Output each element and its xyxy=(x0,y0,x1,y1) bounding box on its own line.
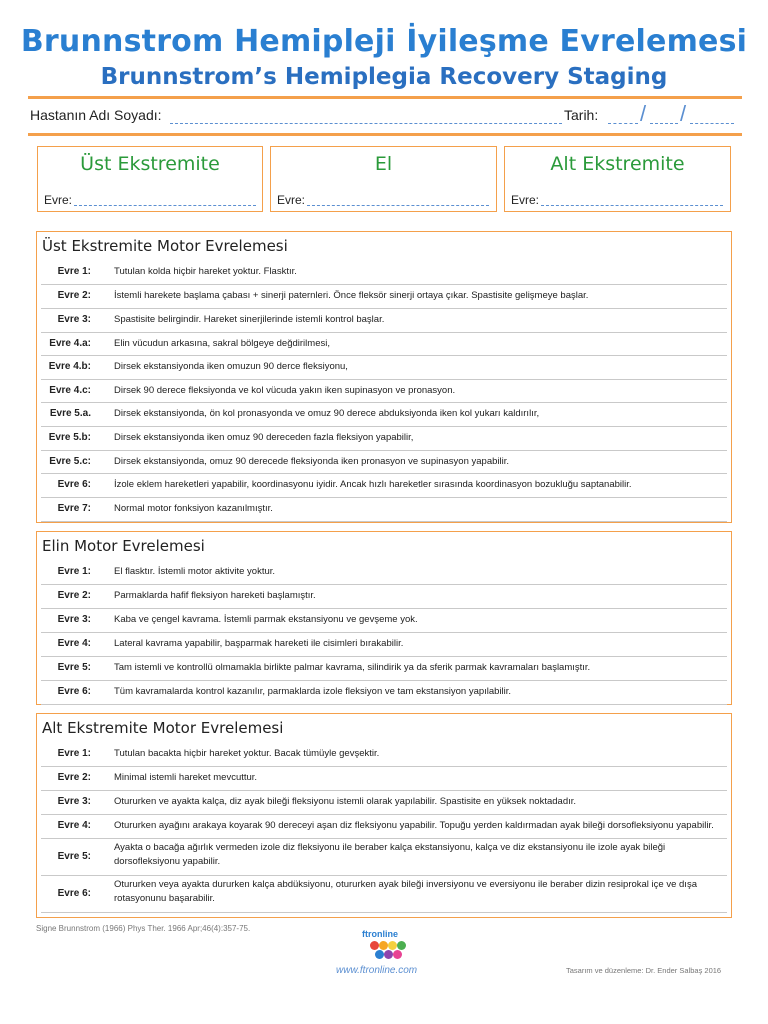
stage-description: Otururken veya ayakta dururken kalça abdüksiyonu, otururken ayak bileği inversiyonu ve eversiyonu ile beraber dizin resiprokal içe ve dışa rotasyonunu başarabilir. xyxy=(114,879,697,904)
stage-label: Evre 4.c: xyxy=(49,384,91,396)
stage-row xyxy=(41,608,727,633)
section-heading: Üst Ekstremite Motor Evrelemesi xyxy=(42,237,288,255)
patient-name-field[interactable] xyxy=(170,123,562,124)
stage-row xyxy=(41,402,727,427)
stage-row xyxy=(41,473,727,498)
stage-row xyxy=(41,332,727,356)
logo-petal xyxy=(388,941,397,950)
stage-row xyxy=(41,656,727,681)
logo-petal xyxy=(370,941,379,950)
stage-description: Dirsek ekstansiyonda, ön kol pronasyonda ve omuz 90 derece abduksiyonda iken kol yukarı kaldırılır, xyxy=(114,408,540,419)
stage-description: Tüm kavramalarda kontrol kazanılır, parmaklarda izole fleksiyon ve tam ekstansiyon yapılabilir. xyxy=(114,686,512,697)
logo-text: ftronline xyxy=(362,929,398,939)
stage-description: Tutulan bacakta hiçbir hareket yoktur. Bacak tümüyle gevşektir. xyxy=(114,748,380,759)
stage-description: Tam istemli ve kontrollü olmamakla birlikte palmar kavrama, silindirik ya da sferik parmak kavramaları başlamıştır. xyxy=(114,662,591,673)
stage-label: Evre 3: xyxy=(57,796,91,807)
stage-label: Evre 1: xyxy=(57,748,91,759)
stage-description: Elin vücudun arkasına, sakral bölgeye değdirilmesi, xyxy=(114,337,330,349)
stage-label: Evre 7: xyxy=(57,503,91,514)
citation: Signe Brunnstrom (1966) Phys Ther. 1966 Apr;46(4):357-75. xyxy=(36,924,251,933)
stage-description: Spastisite belirgindir. Hareket sinerjilerinde istemli kontrol başlar. xyxy=(114,314,385,325)
stage-description: Otururken ayağını arakaya koyarak 90 dereceyi aşan diz fleksiyonu yapabilir. Topuğu yerden kaldırmadan ayak bileği dorsofleksiyonu yapabilir. xyxy=(114,820,714,831)
title-turkish: Brunnstrom Hemipleji İyileşme Evrelemesi xyxy=(20,24,748,59)
stage-description: Otururken ve ayakta kalça, diz ayak bileği fleksiyonu istemli olarak yapılabilir. Spastisite en yüksek noktadadır. xyxy=(114,796,577,807)
stage-description: Dirsek ekstansiyonda iken omuzun 90 derce fleksiyonu, xyxy=(114,361,348,372)
date-day-field[interactable] xyxy=(608,123,638,124)
stage-row xyxy=(41,450,727,474)
stage-description: Dirsek ekstansiyonda, omuz 90 derecede fleksiyonda iken pronasyon ve supinasyon yapabilir. xyxy=(114,455,510,467)
patient-divider xyxy=(28,133,742,136)
stage-row xyxy=(41,497,727,522)
stage-description: Parmaklarda hafif fleksiyon hareketi başlamıştır. xyxy=(114,590,316,601)
stage-row xyxy=(41,355,727,380)
stage-row xyxy=(41,584,727,609)
stage-row xyxy=(41,308,727,333)
stage-label: Evre 5.c: xyxy=(49,455,91,467)
stage-row xyxy=(41,790,727,815)
stage-row xyxy=(41,742,727,767)
stage-label: Evre 4.a: xyxy=(49,337,91,349)
upper-extremity-heading: Üst Ekstremite xyxy=(80,153,220,175)
lower-extremity-heading: Alt Ekstremite xyxy=(550,153,685,175)
lower-extremity-section xyxy=(36,713,732,918)
stage-label: Evre 5.b: xyxy=(48,432,91,443)
patient-name-label: Hastanın Adı Soyadı: xyxy=(30,107,162,123)
patient-info-row xyxy=(30,103,740,129)
lower-extremity-box xyxy=(504,146,731,212)
stage-label: Evre 2: xyxy=(57,590,91,601)
stage-label: Evre 5.a. xyxy=(49,408,91,419)
date-separator-1: / xyxy=(640,101,647,126)
stage-description: Normal motor fonksiyon kazanılmıştır. xyxy=(114,503,273,514)
stage-label: Evre 4: xyxy=(57,820,91,831)
logo-petal xyxy=(375,950,384,959)
hand-box xyxy=(270,146,497,212)
upper-extremity-section xyxy=(36,231,732,523)
section-heading: Alt Ekstremite Motor Evrelemesi xyxy=(42,719,284,737)
logo-petal xyxy=(379,941,388,950)
date-month-field[interactable] xyxy=(650,123,678,124)
stage-row xyxy=(41,260,727,285)
stage-row xyxy=(41,875,727,913)
stage-description: Ayakta o bacağa ağırlık vermeden izole diz fleksiyonu ile beraber kalça ekstansiyonu, kalça ve diz ekstansiyonu ile izole ayak bileği dorsofleksiyonu yapabilir. xyxy=(114,842,666,867)
stage-row xyxy=(41,379,727,403)
stage-label: Evre 4.b: xyxy=(48,361,91,372)
lower-extremity-evre-label: Evre: xyxy=(511,193,540,207)
upper-extremity-box xyxy=(37,146,263,212)
stage-row xyxy=(41,426,727,451)
stage-label: Evre 3: xyxy=(57,614,91,625)
stage-label: Evre 6: xyxy=(57,686,91,697)
website-link[interactable]: www.ftronline.com xyxy=(336,965,418,976)
stage-label: Evre 6: xyxy=(57,479,91,490)
stage-description: El flasktır. İstemli motor aktivite yoktur. xyxy=(114,566,276,577)
stage-row xyxy=(41,680,727,705)
stage-label: Evre 2: xyxy=(57,290,91,301)
date-year-field[interactable] xyxy=(690,123,734,124)
stage-row xyxy=(41,284,727,309)
stage-row xyxy=(41,632,727,657)
hand-heading: El xyxy=(374,153,393,175)
stage-row xyxy=(41,766,727,791)
stage-description: İzole eklem hareketleri yapabilir, koordinasyonu iyidir. Ancak hızlı hareketler sırasında koordinasyon bozukluğu saptanabilir. xyxy=(114,479,632,490)
stage-label: Evre 5: xyxy=(57,662,91,673)
stage-label: Evre 4: xyxy=(57,638,91,649)
hand-evre-label: Evre: xyxy=(277,193,306,207)
stage-label: Evre 1: xyxy=(57,266,91,277)
date-separator-2: / xyxy=(680,101,687,126)
title-english: Brunnstrom’s Hemiplegia Recovery Staging xyxy=(100,64,668,90)
logo-petal xyxy=(397,941,406,950)
date-label: Tarih: xyxy=(564,107,599,123)
top-divider xyxy=(28,96,742,99)
upper-extremity-evre-field[interactable] xyxy=(74,205,256,206)
stage-row xyxy=(41,838,727,876)
stage-row xyxy=(41,560,727,585)
stage-row xyxy=(41,814,727,839)
lower-extremity-evre-field[interactable] xyxy=(541,205,723,206)
stage-description: Kaba ve çengel kavrama. İstemli parmak ekstansiyonu ve gevşeme yok. xyxy=(114,614,418,625)
upper-extremity-evre-label: Evre: xyxy=(44,193,73,207)
stage-description: Minimal istemli hareket mevcuttur. xyxy=(114,772,258,783)
logo-petal xyxy=(393,950,402,959)
stage-label: Evre 5: xyxy=(57,850,91,862)
design-credit: Tasarım ve düzenleme: Dr. Ender Salbaş 2016 xyxy=(566,966,722,975)
hand-evre-field[interactable] xyxy=(307,205,489,206)
stage-label: Evre 3: xyxy=(57,314,91,325)
stage-description: Dirsek ekstansiyonda iken omuz 90 dereceden fazla fleksiyon yapabilir, xyxy=(114,432,414,443)
section-heading: Elin Motor Evrelemesi xyxy=(42,537,205,555)
stage-description: Tutulan kolda hiçbir hareket yoktur. Flasktır. xyxy=(114,266,297,277)
ftronline-logo xyxy=(360,929,414,963)
stage-label: Evre 6: xyxy=(57,887,91,899)
stage-label: Evre 1: xyxy=(57,566,91,577)
stage-label: Evre 2: xyxy=(57,772,91,783)
stage-description: Lateral kavrama yapabilir, başparmak hareketi ile cisimleri bırakabilir. xyxy=(114,638,404,649)
hand-section xyxy=(36,531,732,705)
stage-description: İstemli harekete başlama çabası + sinerji paternleri. Önce fleksör sinerji ortaya çıkar. Spastisite gelişmeye başlar. xyxy=(114,290,589,301)
logo-petal xyxy=(384,950,393,959)
stage-description: Dirsek 90 derece fleksiyonda ve kol vücuda yakın iken supinasyon ve pronasyon. xyxy=(114,384,456,396)
